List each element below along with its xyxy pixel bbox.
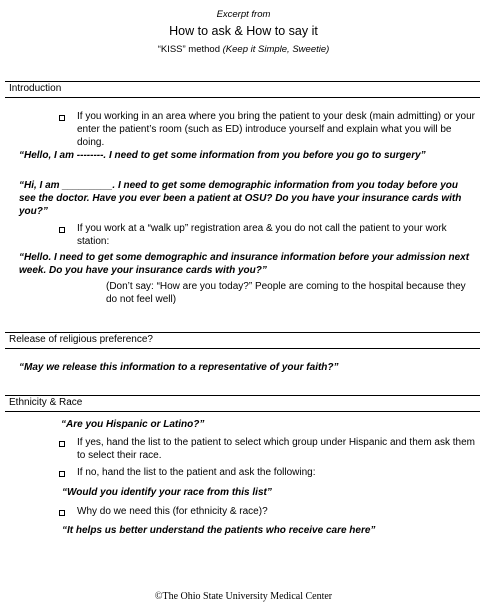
page-subtitle xyxy=(0,44,487,55)
bullet-icon xyxy=(59,441,65,447)
section-heading-introduction: Introduction xyxy=(9,83,62,94)
subtitle-method: “KISS” method xyxy=(157,44,223,55)
bullet-icon xyxy=(59,510,65,516)
ethnicity-bullet-3: Why do we need this (for ethnicity & race)? xyxy=(77,506,268,517)
bullet-icon xyxy=(59,115,65,121)
footer-copyright: ©The Ohio State University Medical Center xyxy=(154,591,333,602)
religion-quote: “May we release this information to a representative of your faith?” xyxy=(19,362,339,373)
ethnicity-quote-2: “Would you identify your race from this list” xyxy=(62,487,272,498)
intro-quote-3: “Hello. I need to get some demographic and insurance information before your admission next week. Do you have your insurance cards with you?” xyxy=(19,252,470,276)
ethnicity-bullet-2: If no, hand the list to the patient and ask the following: xyxy=(77,467,316,478)
bullet-icon xyxy=(59,471,65,477)
section-heading-ethnicity: Ethnicity & Race xyxy=(9,397,83,408)
subtitle-parenthetical: (Keep it Simple, Sweetie) xyxy=(222,44,330,55)
section-heading-religion: Release of religious preference? xyxy=(9,334,153,345)
excerpt-label: Excerpt from xyxy=(216,9,271,20)
section-header-ethnicity xyxy=(5,395,480,412)
intro-quote-1: “Hello, I am --------. I need to get some information from you before you go to surgery” xyxy=(19,150,426,161)
ethnicity-quote-3: “It helps us better understand the patients who receive care here” xyxy=(62,525,376,536)
intro-note: (Don’t say: “How are you today?” People are coming to the hospital because they do not feel well) xyxy=(106,281,466,305)
page-title: How to ask & How to say it xyxy=(169,24,318,38)
section-header-religion xyxy=(5,332,480,349)
ethnicity-quote-1: “Are you Hispanic or Latino?” xyxy=(61,419,205,430)
section-header-introduction xyxy=(5,81,480,98)
intro-quote-2: “Hi, I am _________. I need to get some demographic information from you today before you see the doctor. Have you ever been a patient at OSU? Do you have your insurance cards with you?” xyxy=(19,180,462,217)
intro-bullet-2: If you work at a “walk up” registration area & you do not call the patient to your work station: xyxy=(77,223,447,247)
ethnicity-bullet-1: If yes, hand the list to the patient to select which group under Hispanic and them ask them to select their race. xyxy=(77,437,476,461)
intro-bullet-1: If you working in an area where you bring the patient to your desk (main admitting) or your enter the patient’s room (such as ED) introduce yourself and explain what you will be doing. xyxy=(77,111,475,148)
bullet-icon xyxy=(59,227,65,233)
